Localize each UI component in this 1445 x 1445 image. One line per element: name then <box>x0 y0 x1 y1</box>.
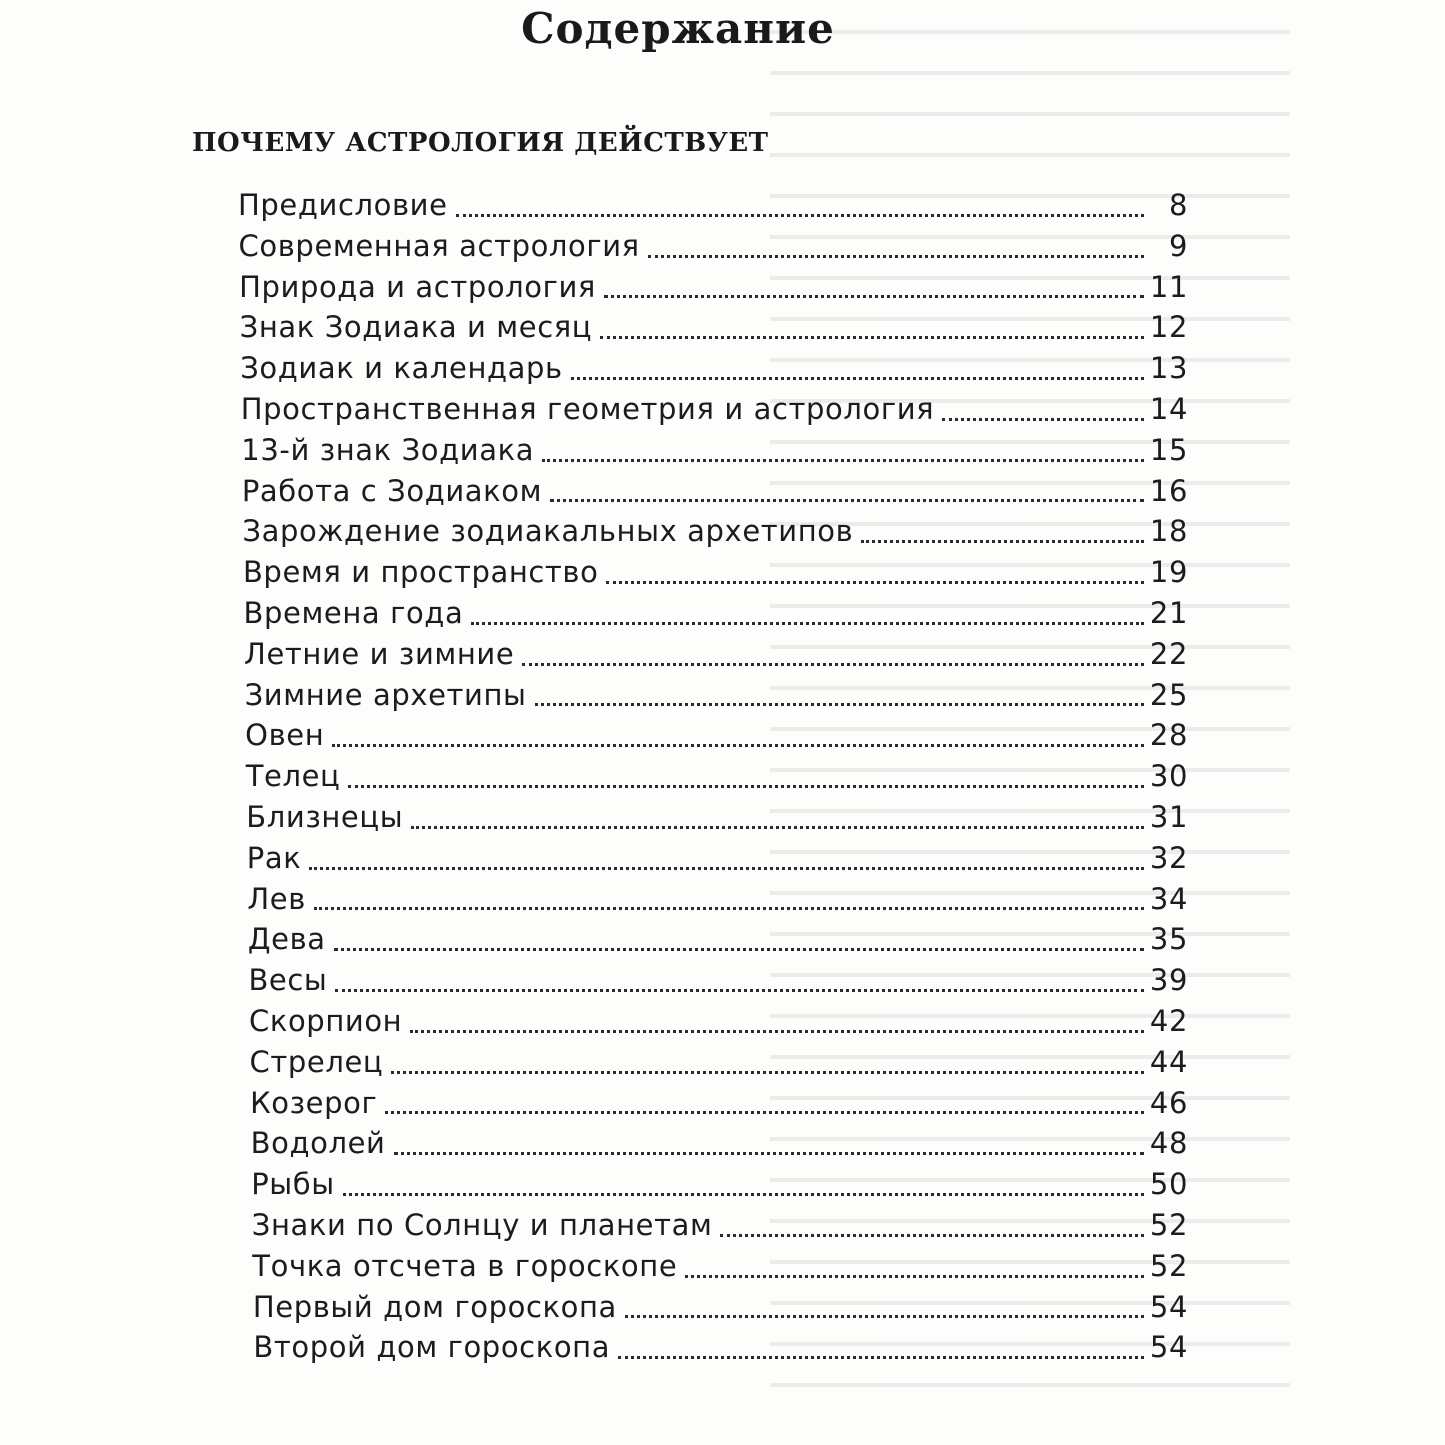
toc-entry-label: Зимние архетипы <box>244 677 527 712</box>
dot-leader <box>571 348 1144 380</box>
toc-entry-page-number: 12 <box>1149 310 1188 345</box>
toc-entry-label: Зодиак и календарь <box>240 351 563 386</box>
toc-entry-label: Водолей <box>250 1126 386 1161</box>
dot-leader <box>343 1164 1144 1196</box>
toc-entry-page-number: 42 <box>1149 1003 1188 1038</box>
toc-entry-label: Природа и астрология <box>239 269 596 304</box>
toc-entry <box>246 756 1188 797</box>
toc-entry <box>245 715 1188 756</box>
toc-entry-page-number: 31 <box>1149 799 1188 834</box>
dot-leader <box>542 430 1144 462</box>
toc-entry <box>250 1042 1188 1083</box>
toc-entry <box>250 1083 1188 1124</box>
dot-leader <box>391 1042 1144 1074</box>
toc-entry-page-number: 50 <box>1149 1167 1188 1202</box>
toc-entry-label: Телец <box>245 759 341 794</box>
toc-entry-label: Козерог <box>250 1085 378 1120</box>
toc-entry <box>242 471 1188 512</box>
toc-entry-label: Второй дом гороскопа <box>253 1330 611 1365</box>
toc-entry-label: Овен <box>245 718 325 753</box>
dot-leader <box>720 1205 1144 1237</box>
toc-entry <box>252 1205 1188 1246</box>
toc-entry <box>241 389 1188 430</box>
dot-leader <box>648 226 1144 258</box>
toc-entry-page-number: 13 <box>1149 351 1188 386</box>
toc-entry <box>248 919 1188 960</box>
dot-leader <box>332 715 1144 747</box>
toc-entry-label: Зарождение зодиакальных архетипов <box>242 514 854 549</box>
toc-entry-label: Точка отсчета в гороскопе <box>252 1248 678 1283</box>
toc-entry-page-number: 34 <box>1149 881 1188 916</box>
toc-entry-label: Времена года <box>243 595 464 630</box>
dot-leader <box>394 1123 1145 1155</box>
toc-entry-page-number: 21 <box>1149 595 1188 630</box>
toc-entry <box>248 960 1188 1001</box>
toc-entry <box>251 1123 1188 1164</box>
toc-entry-label: Первый дом гороскопа <box>252 1289 617 1324</box>
toc-entry <box>240 348 1188 389</box>
toc-entry <box>252 1246 1188 1287</box>
toc-entry-label: Дева <box>247 922 326 957</box>
dot-leader <box>606 552 1144 584</box>
toc-entry-page-number: 22 <box>1149 636 1188 671</box>
dot-leader <box>522 634 1144 666</box>
toc-entry-page-number: 48 <box>1149 1126 1188 1161</box>
toc-entry-label: Время и пространство <box>242 555 599 590</box>
dot-leader <box>471 593 1144 625</box>
toc-entry-label: Весы <box>248 963 328 998</box>
dot-leader <box>604 267 1144 299</box>
toc-entry-page-number: 52 <box>1149 1248 1188 1283</box>
dot-leader <box>685 1246 1144 1278</box>
toc-entry <box>240 307 1188 348</box>
dot-leader <box>535 675 1144 707</box>
toc-entry-page-number: 35 <box>1149 922 1188 957</box>
toc-entry <box>238 185 1188 226</box>
dot-leader <box>309 838 1144 870</box>
dot-leader <box>411 797 1144 829</box>
dot-leader <box>385 1083 1144 1115</box>
table-of-contents <box>238 185 1188 1368</box>
toc-entry <box>251 1164 1188 1205</box>
dot-leader <box>600 307 1144 339</box>
toc-entry-page-number: 15 <box>1149 432 1188 467</box>
dot-leader <box>550 471 1144 503</box>
toc-entry-page-number: 8 <box>1168 188 1188 222</box>
dot-leader <box>335 960 1144 992</box>
toc-entry <box>241 430 1188 471</box>
toc-entry <box>244 634 1188 675</box>
dot-leader <box>314 879 1144 911</box>
toc-entry-page-number: 54 <box>1149 1289 1188 1324</box>
toc-entry-label: Рак <box>246 840 302 875</box>
toc-entry-label: Скорпион <box>249 1003 403 1038</box>
toc-entry <box>249 1001 1188 1042</box>
dot-leader <box>348 756 1144 788</box>
toc-entry-label: Стрелец <box>249 1044 384 1079</box>
toc-entry-label: Предисловие <box>238 188 448 222</box>
toc-entry <box>243 552 1188 593</box>
toc-entry-label: Работа с Зодиаком <box>241 473 543 508</box>
toc-entry-label: Пространственная геометрия и астрология <box>240 391 935 426</box>
toc-entry-page-number: 44 <box>1149 1044 1188 1079</box>
toc-entry-page-number: 52 <box>1149 1207 1188 1242</box>
toc-entry <box>239 267 1188 308</box>
toc-entry-page-number: 28 <box>1149 718 1188 753</box>
toc-entry-page-number: 14 <box>1149 391 1188 426</box>
toc-entry-page-number: 25 <box>1149 677 1188 712</box>
toc-entry <box>242 511 1188 552</box>
toc-entry <box>253 1327 1188 1368</box>
dot-leader <box>456 185 1144 217</box>
dot-leader <box>334 919 1144 951</box>
toc-entry <box>253 1287 1188 1328</box>
dot-leader <box>625 1287 1144 1319</box>
toc-entry-label: 13-й знак Зодиака <box>241 432 535 467</box>
toc-entry-page-number: 11 <box>1149 269 1188 304</box>
toc-entry-page-number: 18 <box>1149 514 1188 549</box>
toc-entry-label: Летние и зимние <box>244 636 515 671</box>
toc-entry-page-number: 19 <box>1149 555 1188 590</box>
dot-leader <box>618 1327 1144 1359</box>
toc-entry-label: Рыбы <box>251 1167 335 1202</box>
toc-entry-page-number: 30 <box>1149 759 1188 794</box>
toc-entry-page-number: 46 <box>1149 1085 1188 1120</box>
toc-entry-page-number: 32 <box>1149 840 1188 875</box>
toc-entry-page-number: 39 <box>1149 963 1188 998</box>
toc-entry <box>247 879 1188 920</box>
toc-entry-label: Близнецы <box>246 799 404 834</box>
section-heading: ПОЧЕМУ АСТРОЛОГИЯ ДЕЙСТВУЕТ <box>192 128 769 158</box>
toc-entry <box>239 226 1188 267</box>
toc-entry <box>244 593 1189 634</box>
toc-entry-label: Современная астрология <box>238 228 640 263</box>
dot-leader <box>410 1001 1144 1033</box>
toc-entry-label: Лев <box>247 881 306 916</box>
toc-entry-label: Знак Зодиака и месяц <box>239 310 593 345</box>
toc-entry-page-number: 54 <box>1149 1330 1188 1365</box>
toc-entry-page-number: 9 <box>1168 228 1188 263</box>
dot-leader <box>861 511 1144 543</box>
toc-entry <box>245 675 1188 716</box>
toc-entry-page-number: 16 <box>1149 473 1188 508</box>
page-title: Содержание <box>521 4 835 53</box>
toc-entry-label: Знаки по Солнцу и планетам <box>251 1207 713 1242</box>
toc-entry <box>246 797 1188 838</box>
dot-leader <box>942 389 1144 421</box>
toc-entry <box>247 838 1188 879</box>
